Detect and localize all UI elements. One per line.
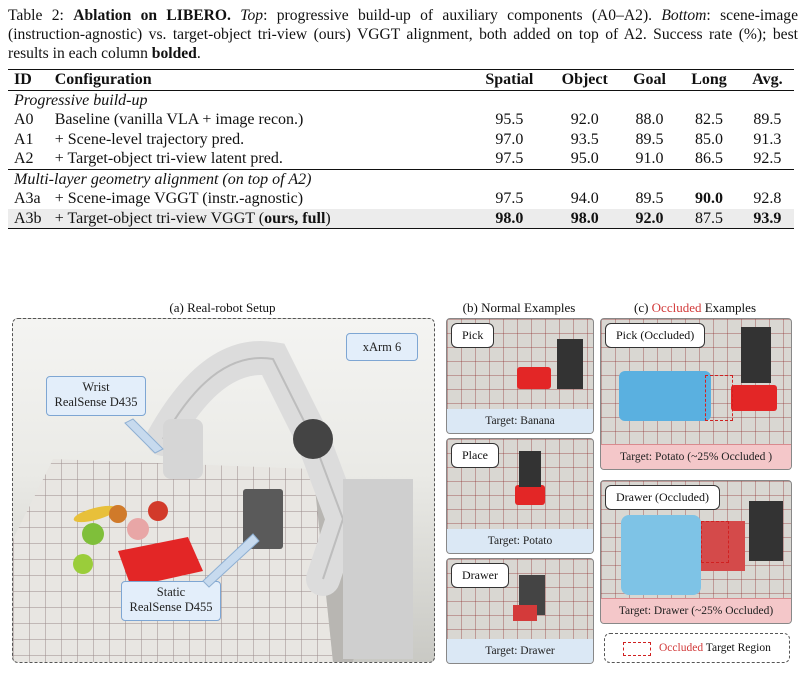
- legend-swatch: [623, 642, 651, 656]
- example-tag: Pick: [451, 323, 494, 348]
- cell-object: 94.0: [570, 190, 599, 208]
- robot-label-callout: xArm 6: [346, 333, 418, 361]
- example-target: Target: Banana: [447, 409, 593, 433]
- cell-spatial: 97.0: [495, 130, 524, 148]
- title-c-occluded: Occluded: [651, 300, 702, 315]
- table-row: [8, 149, 794, 169]
- row-id: A0: [14, 111, 34, 129]
- cell-avg: 92.8: [753, 190, 782, 208]
- header-object: Object: [561, 71, 608, 89]
- red-bowl-shape: [517, 367, 551, 389]
- cell-object: 92.0: [570, 111, 599, 129]
- subfigure-title-a: (a) Real-robot Setup: [169, 300, 276, 315]
- legend-occluded-word: Occluded: [659, 642, 704, 654]
- cell-goal: 89.5: [635, 130, 664, 148]
- section-title: Multi-layer geometry alignment (on top of A2): [14, 170, 312, 188]
- row-id: A3b: [8, 209, 55, 229]
- occluded-region-box: [701, 521, 729, 563]
- cell-goal: 89.5: [635, 190, 664, 208]
- blue-box-shape: [621, 515, 701, 595]
- normal-example-pick: [446, 318, 594, 434]
- header-configuration: Configuration: [54, 71, 152, 89]
- caption-title: Ablation on LIBERO.: [73, 7, 231, 24]
- example-target: Target: Drawer (~25% Occluded): [601, 598, 791, 623]
- static-cam-line1: Static: [156, 585, 186, 599]
- normal-example-drawer: [446, 558, 594, 664]
- gripper-shape: [749, 501, 783, 561]
- row-id: A3a: [14, 190, 41, 208]
- table-row: [8, 189, 794, 209]
- header-avg: Avg.: [752, 71, 783, 89]
- example-tag: Drawer (Occluded): [605, 485, 720, 510]
- section-title: Progressive build-up: [14, 91, 148, 109]
- table-row: [8, 130, 794, 150]
- cell-object: 93.5: [570, 130, 599, 148]
- caption-top-text: : progressive build-up of auxiliary components (A0–A2).: [263, 7, 653, 24]
- row-id: A2: [14, 150, 34, 168]
- row-config: + Scene-level trajectory pred.: [54, 130, 245, 148]
- occluded-example-drawer: [600, 480, 792, 624]
- caption-bolded-word: bolded: [151, 45, 197, 62]
- caption-bottom-label: Bottom: [661, 7, 707, 24]
- example-target: Target: Potato (~25% Occluded ): [601, 444, 791, 469]
- row-config: + Scene-image VGGT (instr.-agnostic): [54, 190, 304, 208]
- cell-object: 98.0: [548, 209, 622, 229]
- subfigure-title-c: [600, 300, 790, 316]
- cell-long: 82.5: [694, 111, 723, 129]
- title-c-suffix: Examples: [701, 300, 756, 315]
- config-bold: ours, full: [264, 209, 326, 227]
- static-cam-line2: RealSense D455: [129, 600, 213, 614]
- normal-example-place: [446, 438, 594, 554]
- row-id: A1: [14, 130, 34, 148]
- gripper-shape: [557, 339, 583, 389]
- config-prefix: + Target-object tri-view VGGT (: [54, 209, 265, 227]
- cell-avg: 92.5: [753, 150, 782, 168]
- callout-arrows: [13, 319, 434, 662]
- ablation-table: [8, 69, 794, 229]
- table-row-highlighted: [8, 209, 794, 229]
- gripper-shape: [741, 327, 771, 383]
- table-row: [8, 110, 794, 130]
- legend-text: [659, 634, 771, 662]
- occlusion-legend: [604, 633, 790, 663]
- cell-avg: 93.9: [741, 209, 794, 229]
- figure: [0, 296, 804, 673]
- legend-rest: Target Region: [703, 642, 771, 654]
- header-long: Long: [691, 71, 727, 89]
- cell-object: 95.0: [570, 150, 599, 168]
- cell-long: 85.0: [694, 130, 723, 148]
- cell-avg: 89.5: [753, 111, 782, 129]
- caption-end: .: [196, 45, 201, 62]
- config-suffix: ): [325, 209, 331, 227]
- robot-setup-photo: [12, 318, 435, 663]
- example-tag: Place: [451, 443, 499, 468]
- drawer-shape: [513, 605, 537, 621]
- cell-goal: 91.0: [635, 150, 664, 168]
- occluded-example-pick: [600, 318, 792, 470]
- wrist-cam-line2: RealSense D435: [54, 395, 138, 409]
- section-row-progressive: [8, 90, 794, 110]
- cell-spatial: 98.0: [471, 209, 547, 229]
- example-target: Target: Potato: [447, 529, 593, 553]
- section-row-geometry: [8, 169, 794, 189]
- cell-long: 86.5: [694, 150, 723, 168]
- caption-bottom-text: : scene-image (instruction-agnostic) vs. target-object tri-view (ours) VGGT alignment, both added on top of A2. Success rate (%); best results in each column: [8, 7, 798, 62]
- header-id: ID: [14, 71, 32, 89]
- cell-avg: 91.3: [753, 130, 782, 148]
- table-header-row: [8, 70, 794, 91]
- occluded-region-box: [705, 375, 733, 421]
- title-c-prefix: (c): [633, 300, 652, 315]
- red-bowl-shape: [731, 385, 777, 411]
- red-bowl-shape: [515, 485, 545, 505]
- caption-label: Table 2:: [8, 7, 64, 24]
- caption-top-label: Top: [240, 7, 264, 24]
- example-target: Target: Drawer: [447, 639, 593, 663]
- cell-goal: 88.0: [635, 111, 664, 129]
- header-goal: Goal: [633, 71, 666, 89]
- cell-goal: 92.0: [622, 209, 677, 229]
- example-tag: Pick (Occluded): [605, 323, 705, 348]
- row-config: + Target-object tri-view latent pred.: [54, 150, 283, 168]
- wrist-cam-line1: Wrist: [82, 380, 110, 394]
- cell-long: 87.5: [677, 209, 741, 229]
- gripper-shape: [519, 451, 541, 487]
- cell-spatial: 97.5: [495, 190, 524, 208]
- row-config: Baseline (vanilla VLA + image recon.): [54, 111, 304, 129]
- example-tag: Drawer: [451, 563, 509, 588]
- subfigure-title-b: (b) Normal Examples: [462, 300, 576, 315]
- cell-spatial: 97.5: [495, 150, 524, 168]
- cell-spatial: 95.5: [495, 111, 524, 129]
- header-spatial: Spatial: [485, 71, 534, 89]
- blue-box-shape: [619, 371, 711, 421]
- table-caption: [8, 6, 798, 63]
- row-config: [55, 209, 471, 229]
- cell-long: 90.0: [694, 190, 723, 208]
